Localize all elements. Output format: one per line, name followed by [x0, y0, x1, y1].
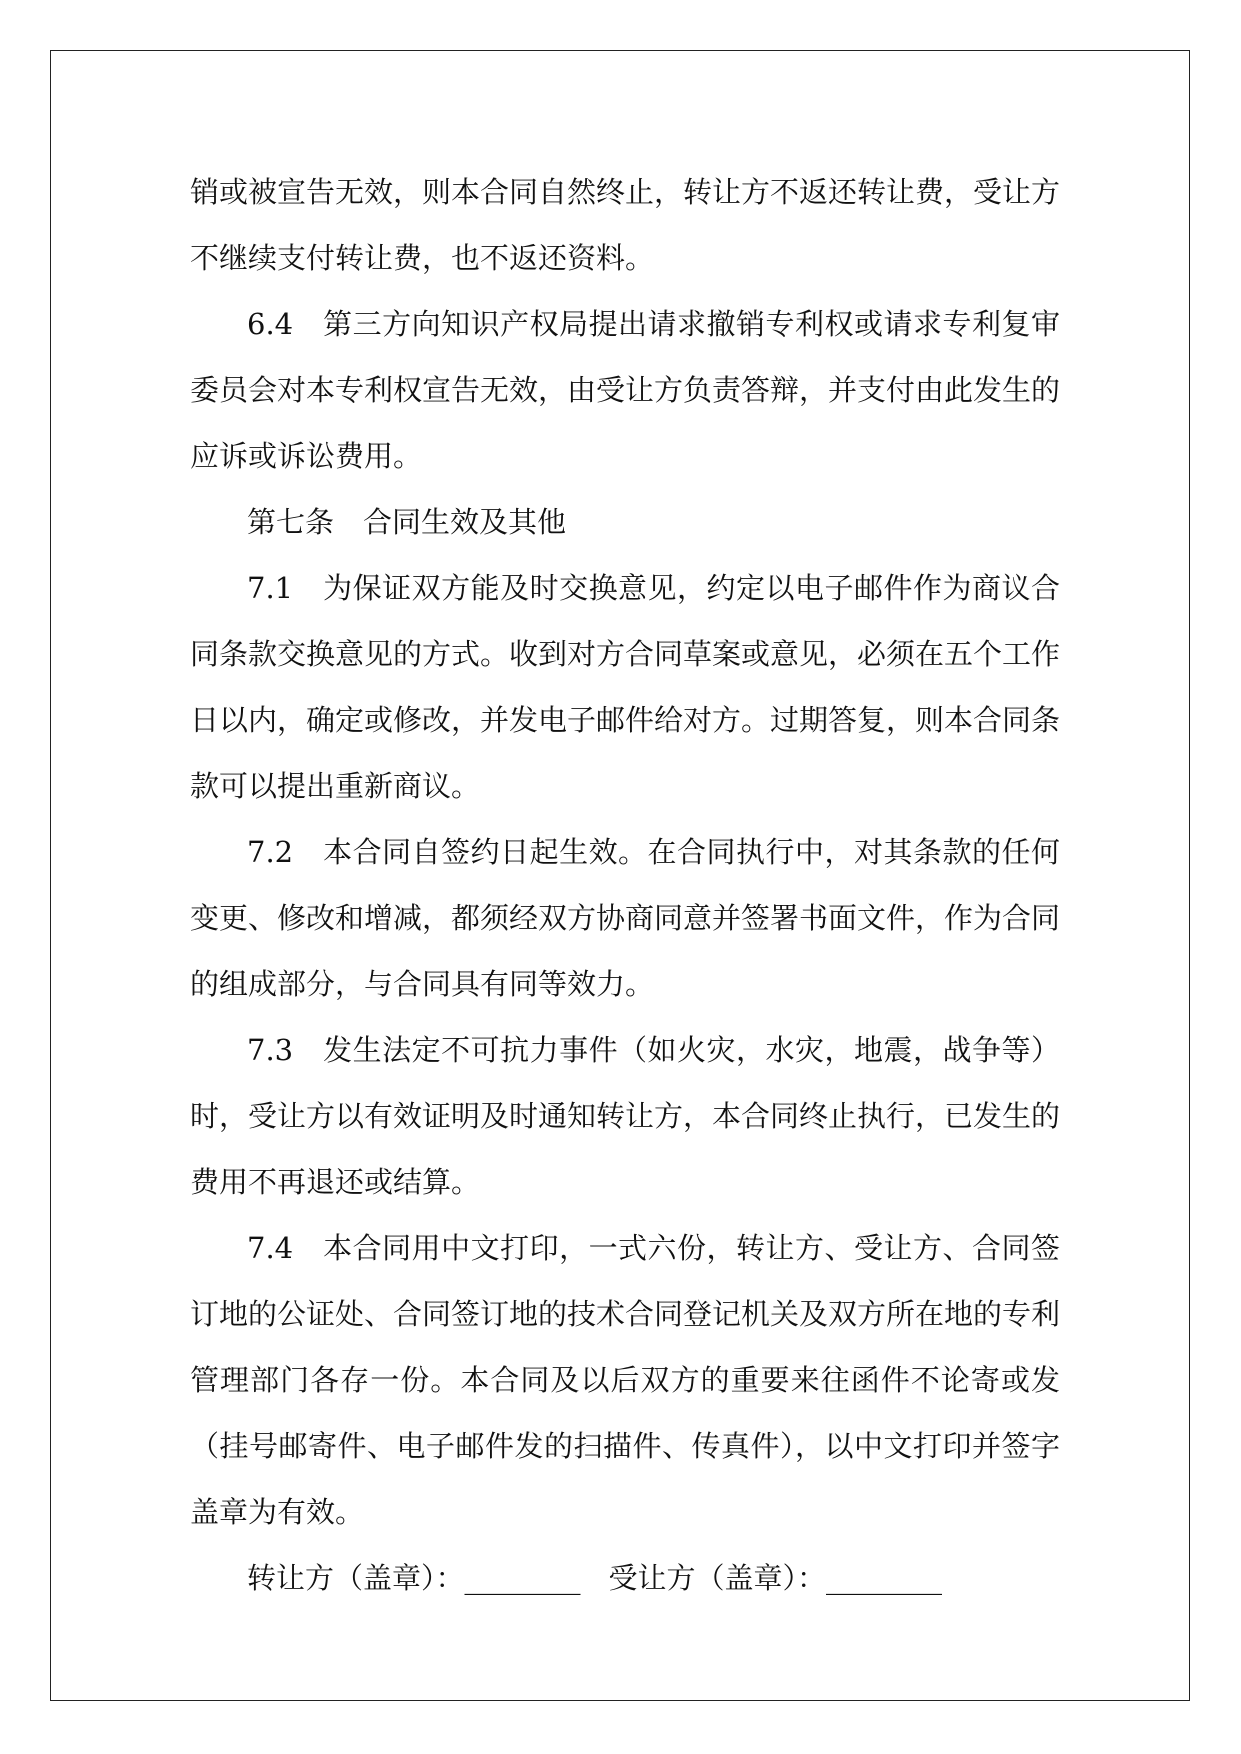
text-line: 销或被宣告无效，则本合同自然终止，转让方不返还转让费，受让方 [190, 175, 1061, 209]
text-line: 订地的公证处、合同签订地的技术合同登记机关及双方所在地的专利 [190, 1297, 1061, 1331]
text-line: 变更、修改和增减，都须经双方协商同意并签署书面文件，作为合同 [190, 901, 1061, 935]
text-line: 7.3 发生法定不可抗力事件（如火灾，水灾，地震，战争等） [247, 1033, 1060, 1067]
text-line: 时，受让方以有效证明及时通知转让方，本合同终止执行，已发生的 [190, 1099, 1061, 1133]
text-line: 委员会对本专利权宣告无效，由受让方负责答辩，并支付由此发生的 [190, 373, 1061, 407]
text-line: 应诉或诉讼费用。 [190, 439, 423, 473]
text-line: 7.4 本合同用中文打印，一式六份，转让方、受让方、合同签 [247, 1231, 1060, 1265]
text-line: 日以内，确定或修改，并发电子邮件给对方。过期答复，则本合同条 [190, 703, 1061, 737]
text-line: 管理部门各存一份。本合同及以后双方的重要来往函件不论寄或发 [190, 1363, 1060, 1397]
paragraph-lines [190, 159, 1060, 1545]
text-line: 不继续支付转让费，也不返还资料。 [190, 241, 655, 275]
text-line: 的组成部分，与合同具有同等效力。 [190, 967, 655, 1001]
text-line: 费用不再退还或结算。 [190, 1165, 481, 1199]
transferee-signature: 受让方（盖章）：________ [608, 1561, 943, 1595]
text-line: 7.1 为保证双方能及时交换意见，约定以电子邮件作为商议合 [247, 571, 1060, 605]
document-body [190, 159, 1060, 1611]
text-line: 6.4 第三方向知识产权局提出请求撤销专利权或请求专利复审 [247, 307, 1060, 341]
text-line: （挂号邮寄件、电子邮件发的扫描件、传真件），以中文打印并签字 [190, 1429, 1060, 1463]
transferor-signature: 转让方（盖章）：________ [247, 1561, 581, 1595]
text-line: 款可以提出重新商议。 [190, 769, 481, 803]
text-line: 第七条 合同生效及其他 [247, 505, 567, 539]
text-line: 7.2 本合同自签约日起生效。在合同执行中，对其条款的任何 [247, 835, 1060, 869]
text-line: 盖章为有效。 [190, 1495, 365, 1529]
text-line: 同条款交换意见的方式。收到对方合同草案或意见，必须在五个工作 [190, 637, 1061, 671]
signature-line [190, 1545, 1060, 1611]
